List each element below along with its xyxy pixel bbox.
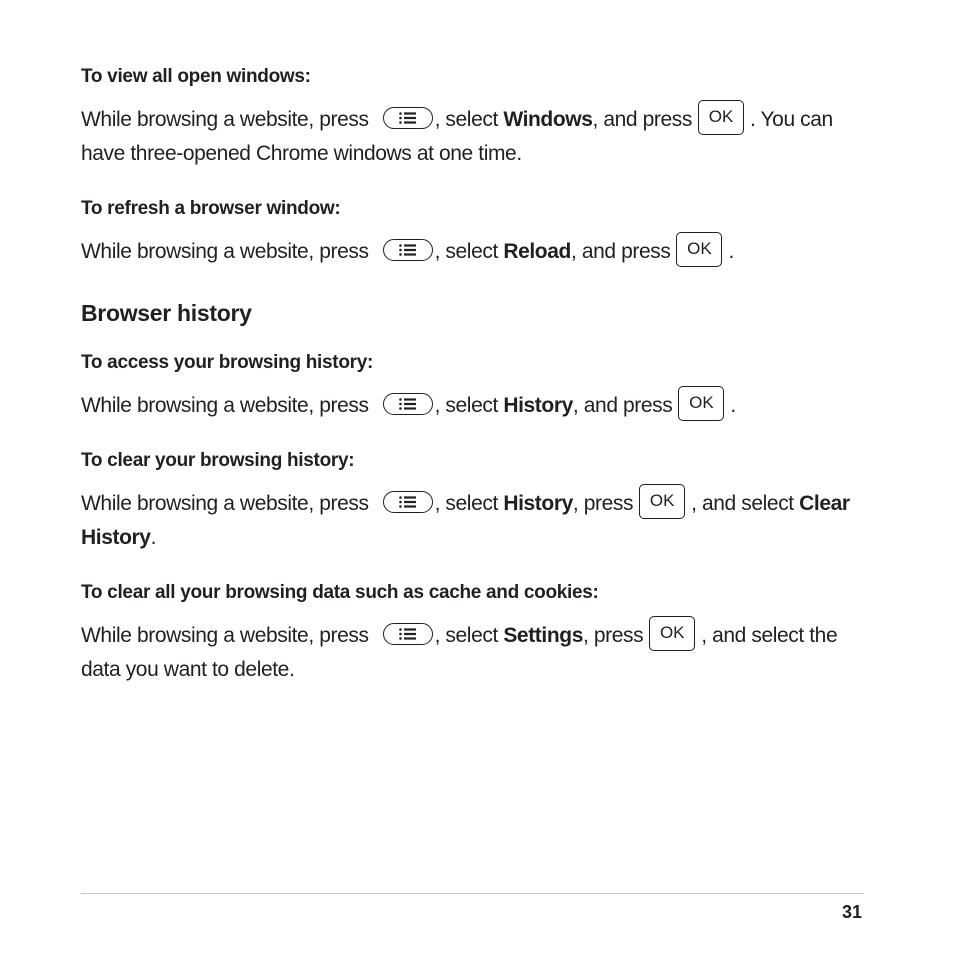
text-fragment: , select bbox=[434, 394, 504, 417]
text-fragment: , press bbox=[572, 492, 634, 515]
ok-key-icon: OK bbox=[676, 232, 722, 267]
text-fragment: , and press bbox=[570, 240, 671, 263]
intro-text: While browsing a website, press bbox=[81, 108, 369, 131]
menu-key-icon bbox=[383, 107, 433, 129]
text-fragment: , and select bbox=[691, 492, 800, 515]
text-fragment: . You can have three-opened Chrome windows at one time. bbox=[81, 108, 833, 165]
paragraph-clear-history bbox=[81, 487, 871, 555]
menu-key-icon bbox=[383, 393, 433, 415]
paragraph-clear-all-data bbox=[81, 619, 871, 687]
ok-key-icon: OK bbox=[698, 100, 744, 135]
text-fragment: , select bbox=[434, 492, 504, 515]
paragraph-view-open-windows bbox=[81, 103, 871, 171]
option-windows: Windows bbox=[503, 108, 593, 131]
menu-key-icon bbox=[383, 491, 433, 513]
option-settings: Settings bbox=[503, 624, 583, 647]
menu-key-icon bbox=[383, 239, 433, 261]
ok-key-icon: OK bbox=[678, 386, 724, 421]
text-fragment: , select bbox=[434, 624, 504, 647]
heading-clear-all-data: To clear all your browsing data such as cache and cookies: bbox=[81, 582, 599, 603]
text-fragment: , press bbox=[582, 624, 644, 647]
text-fragment: , and select the data you want to delete. bbox=[81, 624, 838, 681]
option-clear-history: Clear History bbox=[81, 492, 850, 549]
text-fragment: , and press bbox=[592, 108, 692, 131]
menu-key-icon bbox=[383, 623, 433, 645]
ok-key-icon: OK bbox=[649, 616, 695, 651]
text-fragment: , select bbox=[434, 108, 504, 131]
section-title-browser-history: Browser history bbox=[81, 300, 252, 326]
heading-clear-history: To clear your browsing history: bbox=[81, 450, 355, 471]
paragraph-refresh-window bbox=[81, 235, 871, 269]
heading-refresh-window: To refresh a browser window: bbox=[81, 198, 341, 219]
option-history: History bbox=[503, 394, 573, 417]
text-fragment: . bbox=[150, 526, 156, 549]
paragraph-access-history bbox=[81, 389, 871, 423]
page-number: 31 bbox=[841, 902, 862, 922]
heading-access-history: To access your browsing history: bbox=[81, 352, 374, 373]
footer-divider bbox=[81, 893, 864, 894]
intro-text: While browsing a website, press bbox=[81, 240, 369, 263]
option-history: History bbox=[503, 492, 573, 515]
intro-text: While browsing a website, press bbox=[81, 624, 369, 647]
text-fragment: . bbox=[730, 394, 736, 417]
intro-text: While browsing a website, press bbox=[81, 394, 369, 417]
text-fragment: , select bbox=[434, 240, 504, 263]
text-fragment: , and press bbox=[572, 394, 673, 417]
heading-view-open-windows: To view all open windows: bbox=[81, 66, 311, 87]
option-reload: Reload bbox=[503, 240, 571, 263]
text-fragment: . bbox=[728, 240, 734, 263]
ok-key-icon: OK bbox=[639, 484, 685, 519]
intro-text: While browsing a website, press bbox=[81, 492, 369, 515]
